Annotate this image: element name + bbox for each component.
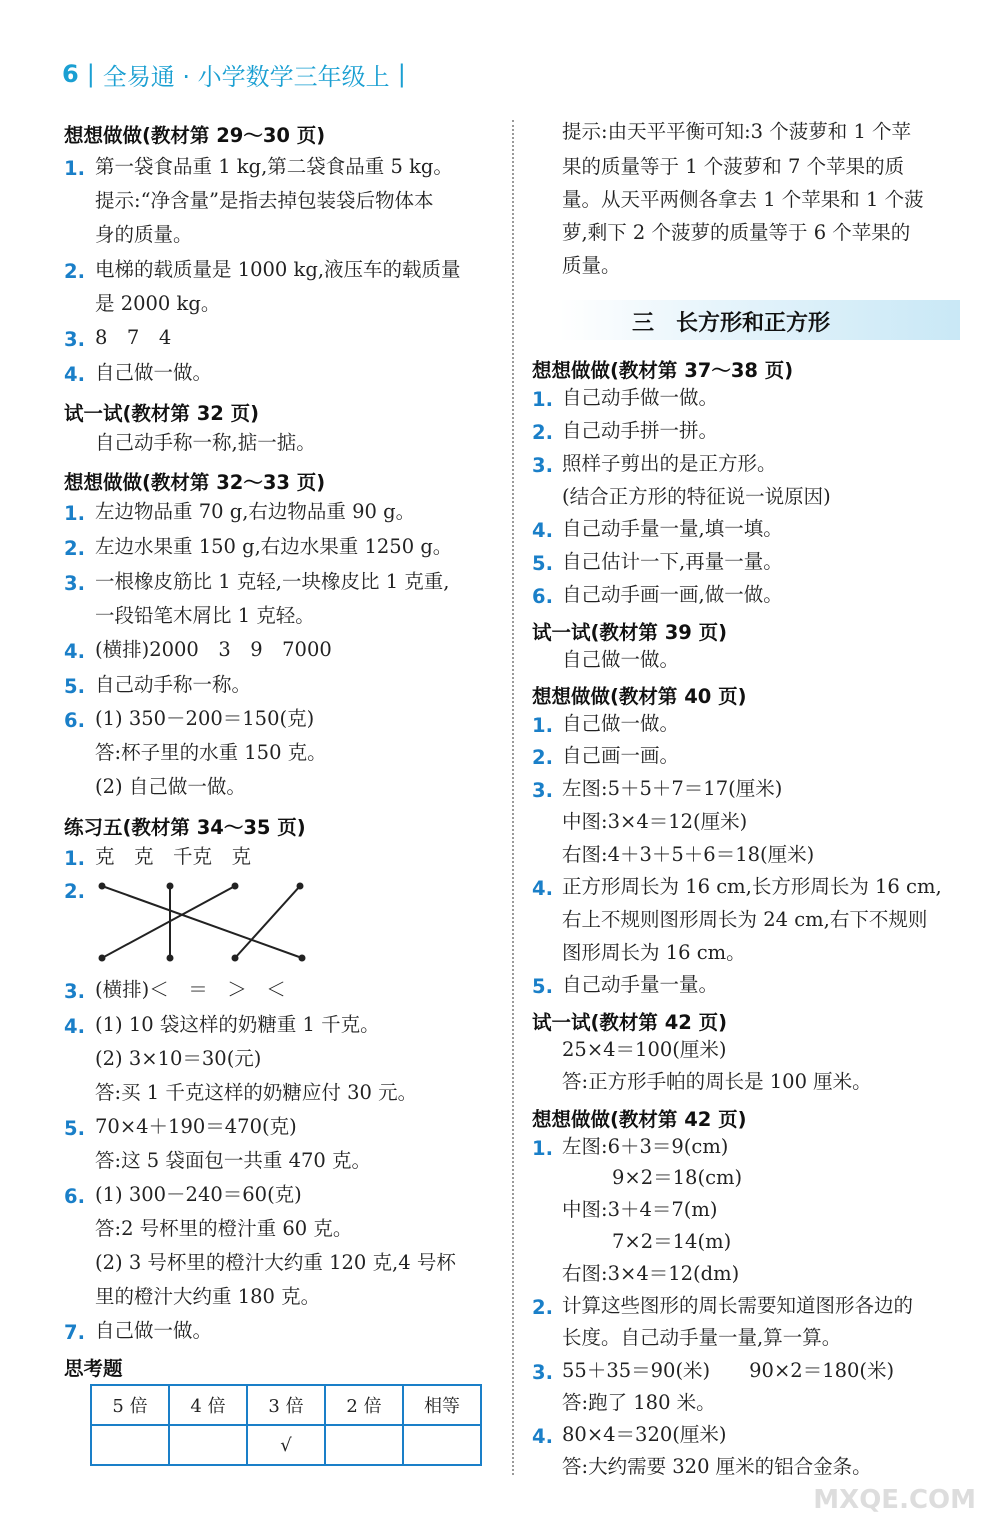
section-heading: 想想做做(教材第 42 页) — [532, 1108, 747, 1131]
answer-line: 左图:6＋3＝9(cm) — [562, 1135, 729, 1158]
answer-line: 自己做一做。 — [562, 648, 680, 671]
answer-line: 自己动手做一做。 — [562, 386, 719, 409]
answer-line: 计算这些图形的周长需要知道图形各边的 — [562, 1294, 914, 1317]
answer-line: (2) 3 号杯里的橙汁大约重 120 克,4 号杯 — [95, 1251, 456, 1274]
answer-line: 中图:3×4＝12(厘米) — [562, 810, 748, 833]
answer-line: 答:杯子里的水重 150 克。 — [95, 741, 327, 764]
answer-line: (1) 300－240＝60(克) — [95, 1183, 302, 1206]
item-number: 4. — [532, 1425, 553, 1448]
item-number: 6. — [532, 585, 553, 608]
item-number: 1. — [64, 502, 85, 525]
hint-line: 质量。 — [562, 254, 621, 277]
item-number: 3. — [64, 572, 85, 595]
table-cell — [403, 1425, 481, 1465]
answer-line: 答:大约需要 320 厘米的铝合金条。 — [562, 1455, 872, 1478]
answer-line: 右上不规则图形周长为 24 cm,右下不规则 — [562, 908, 928, 931]
answer-line: 第一袋食品重 1 kg,第二袋食品重 5 kg。 — [95, 155, 453, 178]
item-number: 2. — [532, 1296, 553, 1319]
item-number: 4. — [532, 519, 553, 542]
answer-line: 左边水果重 150 g,右边水果重 1250 g。 — [95, 535, 453, 558]
answer-line: 右图:4＋3＋5＋6＝18(厘米) — [562, 843, 815, 866]
item-number: 3. — [64, 980, 85, 1003]
table-cell — [91, 1425, 169, 1465]
answer-line: 答:正方形手帕的周长是 100 厘米。 — [562, 1070, 872, 1093]
answer-line: 答:跑了 180 米。 — [562, 1391, 716, 1414]
item-number: 4. — [64, 640, 85, 663]
item-number: 1. — [64, 847, 85, 870]
answer-line: 自己动手拼一拼。 — [562, 419, 719, 442]
answer-line: 80×4＝320(厘米) — [562, 1423, 727, 1446]
section-heading: 练习五(教材第 34～35 页) — [64, 816, 306, 839]
hint-line: 身的质量。 — [95, 223, 193, 246]
page-number: 6 — [62, 60, 79, 88]
item-number: 5. — [532, 552, 553, 575]
answer-line: 自己画一画。 — [562, 744, 680, 767]
item-number: 2. — [532, 421, 553, 444]
table-cell: 4 倍 — [169, 1385, 247, 1425]
section-heading: 试一试(教材第 39 页) — [532, 621, 728, 644]
item-number: 2. — [64, 537, 85, 560]
table-cell — [169, 1425, 247, 1465]
section-heading: 想想做做(教材第 32～33 页) — [64, 471, 326, 494]
answer-line: 左图:5＋5＋7＝17(厘米) — [562, 777, 783, 800]
table-cell: 3 倍 — [247, 1385, 325, 1425]
answer-line: 自己动手称一称,掂一掂。 — [95, 431, 316, 454]
hint-line: 萝,剩下 2 个菠萝的质量等于 6 个苹果的 — [562, 221, 911, 244]
item-number: 5. — [532, 975, 553, 998]
page-header — [62, 54, 406, 94]
table-cell: 相等 — [403, 1385, 481, 1425]
chapter-banner — [560, 300, 960, 340]
answer-line: (1) 10 袋这样的奶糖重 1 千克。 — [95, 1013, 380, 1036]
answer-line: 答:买 1 千克这样的奶糖应付 30 元。 — [95, 1081, 418, 1104]
item-number: 5. — [64, 675, 85, 698]
answer-line: (结合正方形的特征说一说原因) — [562, 485, 831, 508]
answer-line: 里的橙汁大约重 180 克。 — [95, 1285, 321, 1308]
item-number: 4. — [532, 877, 553, 900]
item-number: 2. — [64, 880, 85, 903]
answer-line: 自己估计一下,再量一量。 — [562, 550, 783, 573]
header-separator: | — [397, 60, 406, 88]
section-heading: 试一试(教材第 32 页) — [64, 402, 260, 425]
item-number: 7. — [64, 1321, 85, 1344]
watermark: MXQE.COM — [813, 1485, 976, 1515]
answer-line: 中图:3＋4＝7(m) — [562, 1198, 718, 1221]
answer-line: 自己动手量一量,填一填。 — [562, 517, 783, 540]
answer-line: (2) 自己做一做。 — [95, 775, 246, 798]
table-cell: 2 倍 — [325, 1385, 403, 1425]
chapter-title: 三 长方形和正方形 — [632, 311, 831, 336]
book-title: 全易通 · 小学数学三年级上 — [102, 62, 390, 91]
check-mark: √ — [247, 1425, 325, 1465]
item-number: 1. — [532, 1137, 553, 1160]
table-row — [91, 1425, 481, 1465]
item-number: 3. — [64, 328, 85, 351]
table-cell — [325, 1425, 403, 1465]
item-number: 1. — [64, 157, 85, 180]
answer-line: 右图:3×4＝12(dm) — [562, 1262, 740, 1285]
item-number: 3. — [532, 1361, 553, 1384]
item-number: 5. — [64, 1117, 85, 1140]
answer-line: (横排)＜ ＝ ＞ ＜ — [95, 978, 286, 1001]
answer-line: 是 2000 kg。 — [95, 292, 221, 315]
hint-line: 提示:“净含量”是指去掉包装袋后物体本 — [95, 189, 434, 212]
answer-line: 自己做一做。 — [95, 1319, 213, 1342]
item-number: 1. — [532, 388, 553, 411]
table-cell: 5 倍 — [91, 1385, 169, 1425]
answer-line: 55＋35＝90(米) 90×2＝180(米) — [562, 1359, 895, 1382]
table-row — [91, 1385, 481, 1425]
answer-line: 克 克 千克 克 — [95, 845, 252, 868]
item-number: 1. — [532, 714, 553, 737]
answer-line: 自己动手画一画,做一做。 — [562, 583, 783, 606]
hint-line: 果的质量等于 1 个菠萝和 7 个苹果的质 — [562, 155, 905, 178]
hint-line: 提示:由天平平衡可知:3 个菠萝和 1 个苹 — [562, 120, 912, 143]
answer-line: 一根橡皮筋比 1 克轻,一块橡皮比 1 克重, — [95, 570, 450, 593]
answer-line: 自己做一做。 — [95, 361, 213, 384]
section-heading: 想想做做(教材第 29～30 页) — [64, 124, 326, 147]
section-heading: 思考题 — [64, 1357, 123, 1380]
answer-line: 长度。自己动手量一量,算一算。 — [562, 1326, 842, 1349]
answer-line: 自己动手量一量。 — [562, 973, 719, 996]
item-number: 6. — [64, 1185, 85, 1208]
answer-line: 自己动手称一称。 — [95, 673, 252, 696]
item-number: 2. — [532, 746, 553, 769]
answer-line: 答:这 5 袋面包一共重 470 克。 — [95, 1149, 371, 1172]
item-number: 2. — [64, 260, 85, 283]
section-heading: 想想做做(教材第 37～38 页) — [532, 359, 794, 382]
answer-line: 70×4＋190＝470(克) — [95, 1115, 297, 1138]
header-separator: | — [86, 60, 95, 88]
matching-lines-diagram — [90, 878, 320, 970]
item-number: 3. — [532, 454, 553, 477]
item-number: 4. — [64, 1015, 85, 1038]
column-divider — [512, 120, 514, 1475]
answer-line: 25×4＝100(厘米) — [562, 1038, 727, 1061]
answer-line: 9×2＝18(cm) — [612, 1166, 743, 1189]
answer-line: 左边物品重 70 g,右边物品重 90 g。 — [95, 500, 416, 523]
item-number: 6. — [64, 709, 85, 732]
answer-line: (1) 350－200＝150(克) — [95, 707, 315, 730]
answer-line: (2) 3×10＝30(元) — [95, 1047, 262, 1070]
item-number: 4. — [64, 363, 85, 386]
item-number: 3. — [532, 779, 553, 802]
answer-line: 7×2＝14(m) — [612, 1230, 732, 1253]
answer-line: 照样子剪出的是正方形。 — [562, 452, 777, 475]
answer-line: 正方形周长为 16 cm,长方形周长为 16 cm, — [562, 875, 942, 898]
hint-line: 量。从天平两侧各拿去 1 个苹果和 1 个菠 — [562, 188, 924, 211]
answer-line: 电梯的载质量是 1000 kg,液压车的载质量 — [95, 258, 461, 281]
thinking-question-table — [90, 1384, 482, 1466]
section-heading: 想想做做(教材第 40 页) — [532, 685, 747, 708]
answer-line: 自己做一做。 — [562, 712, 680, 735]
answer-line: 8 7 4 — [95, 326, 172, 349]
answer-line: 一段铅笔木屑比 1 克轻。 — [95, 604, 315, 627]
answer-line: (横排)2000 3 9 7000 — [95, 638, 332, 661]
section-heading: 试一试(教材第 42 页) — [532, 1011, 728, 1034]
answer-line: 图形周长为 16 cm。 — [562, 941, 746, 964]
answer-line: 答:2 号杯里的橙汁重 60 克。 — [95, 1217, 353, 1240]
